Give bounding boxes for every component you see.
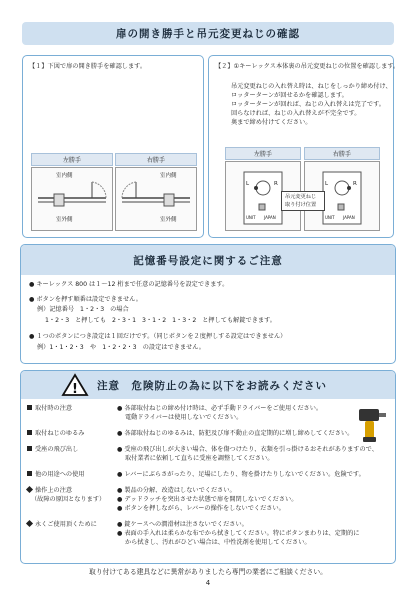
right-diag-japan: JAPAN: [343, 215, 355, 220]
right-diag-unit: UNIT: [325, 215, 335, 220]
memory-bullet-3-text: １つのボタンにつき設定は１回だけです。（同じボタンを２度押しする設定はできません）: [36, 333, 287, 340]
right-hand-diagram: [115, 167, 197, 231]
caution-text-1a: ● 各部取付ねじの締め付け時は、必ず手動ドライバーをご使用ください。: [117, 405, 323, 412]
caution-text-4: ● レバーにぶらさがったり、足場にしたり、物を掛けたりしないでください。危険です。: [117, 471, 365, 478]
right-indoor-label: 室内側: [160, 173, 177, 179]
left-diag-japan: JAPAN: [264, 215, 276, 220]
caution-label-6: [27, 521, 97, 529]
screw-position-callout: [281, 191, 325, 211]
right-diag-l: L: [325, 181, 329, 187]
caution-text-3a: ● 受座の飛び出しが大きい場合、体を傷つけたり、衣類を引っ掛けるおそれがありますので、: [117, 446, 378, 453]
example2: 例）1・1・2・3 や 1・2・2・3 の設定はできません。: [37, 344, 205, 351]
screw-note-5: 奥まで締め付けてください。: [231, 119, 312, 126]
caution-text-5a-text: 製品の分解、改造はしないでください。: [124, 487, 236, 494]
right-hand-label: 右勝手: [115, 153, 197, 166]
caution-text-3a-text: 受座の飛び出しが大きい場合、体を傷つけたり、衣類を引っ掛けるおそれがありますので、: [124, 446, 378, 453]
example1-prefix: 例）記憶番号: [37, 306, 75, 313]
caution-text-5b-text: デッドラッチを突出させた状態で扉を開閉しないでください。: [124, 496, 298, 503]
left-diag-l: L: [246, 181, 250, 187]
right-diag-r: R: [353, 181, 357, 187]
example1-case: の場合: [110, 306, 129, 313]
caution-label-5-text: 操作上の注意: [35, 487, 73, 494]
screw-left-hand-label: 左勝手: [225, 147, 301, 160]
caution-text-4-text: レバーにぶらさがったり、足場にしたり、物を掛けたりしないでください。危険です。: [124, 471, 365, 478]
example1-variant-3: 1・3・2: [172, 317, 197, 324]
memory-bullet-2-text: ボタンを押す順番は設定できません。: [36, 296, 142, 303]
example1-line1: [37, 306, 129, 314]
caution-text-6c: から拭きし、汚れがひどい場合は、中性洗剤を使用してください。: [125, 539, 311, 546]
screw-note-3: ロッターターンが回れば、ねじの入れ替えは完了です。: [231, 101, 385, 108]
example1-order-suffix: と押しても: [75, 317, 107, 324]
screw-note-2: ロッターターンが回せるかを確認します。: [231, 92, 348, 99]
screw-right-hand-label: 右勝手: [304, 147, 380, 160]
example1-order: 1・2・3: [45, 317, 70, 324]
caution-text-3b: 取付業者に依頼して直ちに受座を調整してください。: [125, 455, 274, 462]
left-diag-unit: UNIT: [246, 215, 256, 220]
page-number: 4: [205, 579, 211, 587]
section1-right-panel: [208, 55, 400, 238]
caution-label-4: [27, 471, 85, 479]
section1-title: 扉の開き勝手と吊元変更ねじの確認: [22, 22, 394, 45]
left-indoor-label: 室内側: [56, 173, 73, 179]
caution-text-2: ● 各部取付ねじのゆるみは、防犯及び扉不動止の直定期的に増し締めしてください。: [117, 430, 354, 437]
section1-left-panel: [22, 55, 204, 238]
caution-text-5c-text: ボタンを押しながら、レバーの操作をしないでください。: [124, 505, 285, 512]
example1-line2: [45, 317, 276, 325]
caution-text-6a: ● 錠ケースへの潤滑材は注さないでください。: [117, 521, 248, 528]
section3-panel: [20, 370, 396, 564]
caution-label-3-text: 受座の飛び出し: [35, 446, 79, 453]
section2-panel: [20, 244, 396, 364]
section3-header: [21, 371, 395, 399]
example1-number: 1・2・3: [80, 306, 105, 313]
caution-text-5a: ● 製品の分解、改造はしないでください。: [117, 487, 236, 494]
caution-text-6b: ● 表面の手入れは柔らかな布でから拭きしてください。特にボタンまわりは、定期的に: [117, 530, 360, 537]
section1-left-instruction: 【１】下図で扉の開き勝手を確認します。: [29, 63, 147, 70]
section3-title: 注意 危険防止の為に以下をお読みください: [97, 380, 327, 392]
caution-text-6b-text: 表面の手入れは柔らかな布でから拭きしてください。特にボタンまわりは、定期的に: [124, 530, 360, 537]
footer-note: 取り付けてある建具などに異常がありましたら専門の業者にご相談ください。: [89, 568, 327, 576]
section2-title: 記憶番号設定に関するご注意: [21, 245, 395, 275]
right-outdoor-label: 室外側: [160, 217, 177, 223]
caution-label-2-text: 取付ねじのゆるみ: [35, 430, 85, 437]
caution-text-1a-text: 各部取付ねじの締め付け時は、必ず手動ドライバーをご使用ください。: [124, 405, 323, 412]
left-diag-r: R: [274, 181, 278, 187]
caution-text-5b: ● デッドラッチを突出させた状態で扉を開閉しないでください。: [117, 496, 298, 503]
callout-line-1: 吊元変更ねじ: [285, 194, 317, 200]
caution-label-4-text: 他の用途への使用: [35, 471, 85, 478]
caution-label-2: [27, 430, 85, 438]
caution-label-3: [27, 446, 78, 454]
example1-variant-2: 3・1・2: [142, 317, 167, 324]
memory-bullet-3: ● １つのボタンにつき設定は１回だけです。（同じボタンを２度押しする設定はできません）: [29, 333, 287, 340]
door-plan-right-diagram: [116, 168, 196, 230]
left-hand-diagram: [31, 167, 113, 231]
caution-label-5: [27, 487, 72, 495]
memory-bullet-1: ● キーレックス 800 は１～12 桁まで任意の記憶番号を設定できます。: [29, 281, 229, 288]
caution-label-1: [27, 405, 72, 413]
caution-label-6-text: 永くご使用頂くために: [35, 521, 97, 528]
left-outdoor-label: 室外側: [56, 217, 73, 223]
warning-exclamation: !: [72, 382, 78, 397]
left-hand-label: 左勝手: [31, 153, 113, 166]
example1-end: と押しても解錠できます。: [202, 317, 276, 324]
screw-note-1: 吊元変更ねじの入れ替え時は、ねじをしっかり締め付け、: [231, 83, 392, 90]
caution-label-1-text: 取付時の注意: [35, 405, 73, 412]
example1-variant-1: 2・3・1: [111, 317, 137, 324]
callout-line-2: 取り付け位置: [285, 202, 317, 208]
caution-text-6a-text: 錠ケースへの潤滑材は注さないでください。: [124, 521, 248, 528]
warning-triangle-icon: [61, 373, 89, 397]
caution-text-1b: 電動ドライバーは使用しないでください。: [125, 414, 243, 421]
screw-note-4: 回らなければ、ねじの入れ替えが不完全です。: [231, 110, 361, 117]
section1-right-instruction: 【２】①キーレックス本体裏の吊元変更ねじの位置を確認します。: [215, 63, 400, 70]
caution-text-2-text: 各部取付ねじのゆるみは、防犯及び扉不動止の直定期的に増し締めしてください。: [124, 430, 354, 437]
power-drill-icon: [357, 403, 387, 443]
memory-bullet-1-text: キーレックス 800 は１～12 桁まで任意の記憶番号を設定できます。: [36, 281, 229, 288]
caution-label-5b: （故障の原因となります）: [31, 496, 106, 503]
caution-text-5c: ● ボタンを押しながら、レバーの操作をしないでください。: [117, 505, 285, 512]
memory-bullet-2: ● ボタンを押す順番は設定できません。: [29, 296, 142, 303]
